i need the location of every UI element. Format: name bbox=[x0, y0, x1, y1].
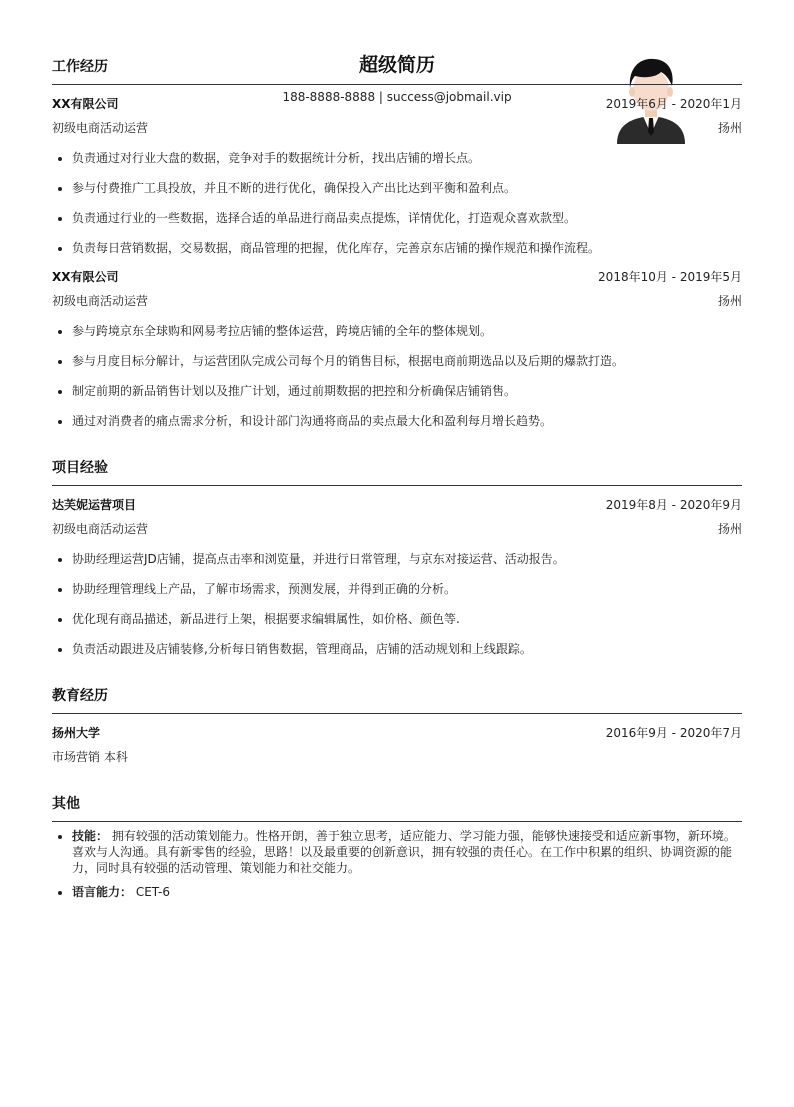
list-item: • 优化现有商品描述，新品进行上架，根据要求编辑属性，如价格、颜色等. bbox=[72, 611, 742, 627]
list-item: • 负责每日营销数据，交易数据，商品管理的把握，优化库存，完善京东店铺的操作规范和操作流程。 bbox=[72, 240, 742, 256]
contact-info: 188-8888-8888 | success@jobmail.vip bbox=[282, 90, 512, 104]
skills-item bbox=[72, 828, 742, 876]
section-title-project: 项目经验 bbox=[52, 459, 742, 486]
list-item: • 参与付费推广工具投放，并且不断的进行优化，确保投入产出比达到平衡和盈利点。 bbox=[72, 180, 742, 196]
location: 扬州 bbox=[717, 522, 742, 536]
language-text: CET-6 bbox=[135, 885, 170, 899]
list-item: • 负责通过行业的一些数据，选择合适的单品进行商品卖点提炼，详情优化，打造观众喜欢款型。 bbox=[72, 210, 742, 226]
location: 扬州 bbox=[717, 121, 742, 135]
job-role: 初级电商活动运营 bbox=[52, 121, 149, 135]
date-range: 2016年9月 - 2020年7月 bbox=[605, 726, 742, 740]
language-item bbox=[72, 884, 742, 900]
section-title-work: 工作经历 bbox=[52, 58, 742, 85]
candidate-name: 超级简历 bbox=[358, 54, 435, 76]
date-range: 2019年8月 - 2020年9月 bbox=[605, 498, 742, 512]
school-name: 扬州大学 bbox=[52, 726, 101, 740]
list-item: • 通过对消费者的痛点需求分析，和设计部门沟通将商品的卖点最大化和盈利每月增长趋势。 bbox=[72, 413, 742, 429]
location: 扬州 bbox=[717, 294, 742, 308]
work-entry bbox=[52, 96, 742, 256]
section-title-other: 其他 bbox=[52, 795, 742, 822]
project-name: 达芙妮运营项目 bbox=[52, 498, 137, 512]
section-title-education: 教育经历 bbox=[52, 687, 742, 714]
language-label: 语言能力： bbox=[72, 885, 133, 899]
job-role: 初级电商活动运营 bbox=[52, 522, 149, 536]
company-name: XX有限公司 bbox=[52, 97, 119, 111]
section-project bbox=[52, 459, 742, 657]
list-item: • 参与月度目标分解计，与运营团队完成公司每个月的销售目标，根据电商前期选品以及后期的爆款打造。 bbox=[72, 353, 742, 369]
list-item: • 协助经理运营JD店铺，提高点击率和浏览量，并进行日常管理，与京东对接运营、活动报告。 bbox=[72, 551, 742, 567]
section-other bbox=[52, 795, 742, 900]
list-item: • 制定前期的新品销售计划以及推广计划，通过前期数据的把控和分析确保店铺销售。 bbox=[72, 383, 742, 399]
date-range: 2018年10月 - 2019年5月 bbox=[598, 270, 742, 284]
list-item: • 负责活动跟进及店铺装修,分析每日销售数据，管理商品，店铺的活动规划和上线跟踪。 bbox=[72, 641, 742, 657]
list-item: • 协助经理管理线上产品，了解市场需求，预测发展，并得到正确的分析。 bbox=[72, 581, 742, 597]
section-education bbox=[52, 687, 742, 765]
company-name: XX有限公司 bbox=[52, 270, 119, 284]
major-degree: 市场营销 本科 bbox=[52, 750, 128, 764]
list-item: • 负责通过对行业大盘的数据，竞争对手的数据统计分析，找出店铺的增长点。 bbox=[72, 150, 742, 166]
date-range: 2019年6月 - 2020年1月 bbox=[605, 97, 742, 111]
list-item: • 参与跨境京东全球购和网易考拉店铺的整体运营，跨境店铺的全年的整体规划。 bbox=[72, 323, 742, 339]
work-entry bbox=[52, 269, 742, 429]
section-work bbox=[52, 58, 742, 429]
education-entry bbox=[52, 725, 742, 765]
skills-text: 拥有较强的活动策划能力。性格开朗，善于独立思考，适应能力、学习能力强，能够快速接受和适应新事物，新环境。喜欢与人沟通。具有新零售的经验，思路！以及最重要的创新意识，拥有较强的责任心。在工作中积累的组织、协调资源的能力，同时具有较强的活动管理、策划能力和社交能力。 bbox=[72, 829, 736, 875]
project-entry bbox=[52, 497, 742, 657]
job-role: 初级电商活动运营 bbox=[52, 294, 149, 308]
skills-label: 技能： bbox=[72, 829, 109, 843]
